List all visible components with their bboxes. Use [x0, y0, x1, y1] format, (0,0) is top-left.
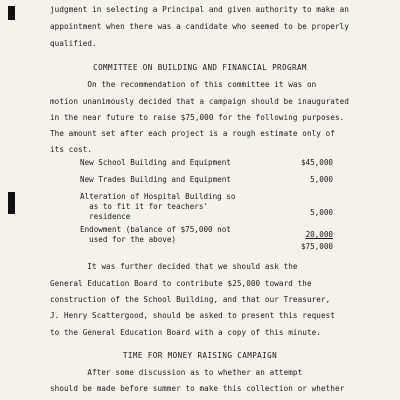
section1-line-3: in the near future to raise $75,000 for the following purposes. [50, 113, 345, 122]
section-heading-money-raising: TIME FOR MONEY RAISING CAMPAIGN [122, 351, 278, 360]
budget-item-amount: 20,000 [305, 230, 333, 239]
budget-total: $75,000 [300, 242, 333, 251]
section1-line-1: On the recommendation of this committee it was on [50, 80, 317, 89]
budget-item-amount: 5,000 [310, 175, 333, 184]
section1-followup-line-3: construction of the School Building, and that our Treasurer, [50, 295, 331, 304]
section1-line-2: motion unanimously decided that a campaign should be inaugurated [50, 97, 349, 106]
section2-line-1: After some discussion as to whether an attempt [50, 368, 303, 377]
section2-line-2: should be made before summer to make this collection or whether [50, 384, 345, 393]
section1-line-4: The amount set after each project is a rough estimate only of [50, 129, 335, 138]
margin-mark-top [8, 6, 15, 20]
intro-line-2: appointment when there was a candidate who seemed to be properly [50, 22, 349, 31]
section-heading-building-financial: COMMITTEE ON BUILDING AND FINANCIAL PROGRAM [93, 63, 307, 72]
budget-item-label: New Trades Building and Equipment [80, 175, 231, 184]
section1-followup-line-2: General Education Board to contribute $25,000 toward the [50, 279, 312, 288]
margin-mark-bottom [8, 192, 15, 214]
section1-followup-line-5: to the General Education Board with a copy of this minute. [50, 328, 321, 337]
section1-line-5: its cost. [50, 145, 93, 154]
budget-item-label: Endowment (balance of $75,000 not used for the above) [80, 225, 231, 244]
budget-item-amount: 5,000 [310, 208, 333, 217]
intro-line-1: judgment in selecting a Principal and given authority to make an [50, 5, 349, 14]
intro-line-3: qualified. [50, 39, 97, 48]
section1-followup-line-1: It was further decided that we should ask the [50, 262, 298, 271]
budget-item-amount: $45,000 [300, 158, 333, 167]
budget-item-label: New School Building and Equipment [80, 158, 231, 167]
section1-followup-line-4: J. Henry Scattergood, should be asked to present this request [50, 311, 335, 320]
budget-item-label: Alteration of Hospital Building so as to fit it for teachers' residence [80, 192, 236, 221]
